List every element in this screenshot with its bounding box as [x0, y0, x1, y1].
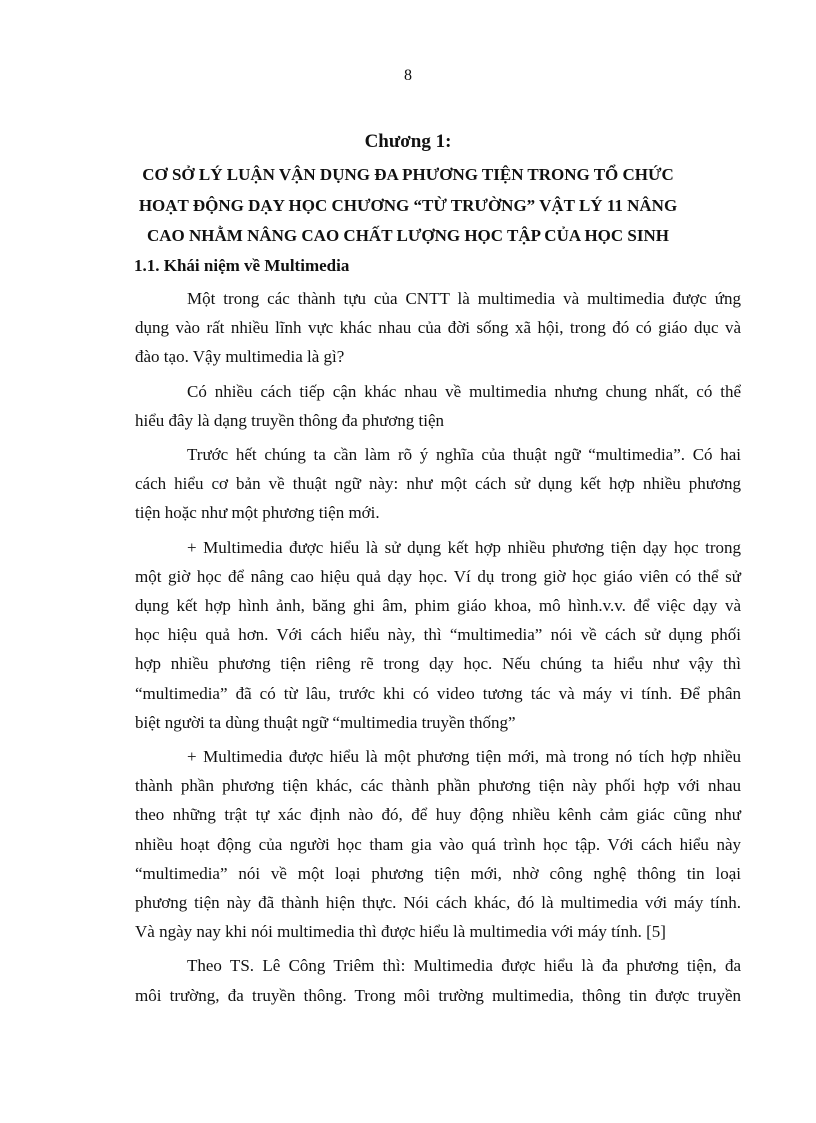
chapter-label: Chương 1:	[364, 131, 452, 152]
text-line: dụng kết hợp hình ảnh, băng ghi âm, phim giáo khoa, mô hình.v.v. để việc dạy và	[135, 596, 741, 616]
text-line: một giờ học để nâng cao hiệu quả dạy học. Ví dụ trong giờ học giáo viên có thể sử	[135, 566, 741, 586]
text-line: cách hiểu cơ bản về thuật ngữ này: như một cách sử dụng kết hợp nhiều phương	[135, 474, 741, 494]
text-line: hiểu đây là dạng truyền thông đa phương tiện	[135, 410, 445, 430]
paragraph	[135, 742, 741, 946]
text-line: + Multimedia được hiểu là một phương tiện mới, mà trong nó tích hợp nhiều	[187, 747, 741, 767]
text-line: Có nhiều cách tiếp cận khác nhau về multimedia nhưng chung nhất, có thể	[187, 381, 741, 401]
chapter-title-line: CAO NHẰM NÂNG CAO CHẤT LƯỢNG HỌC TẬP CỦA HỌC SINH	[147, 226, 669, 245]
page-number: 8	[404, 67, 412, 84]
text-line: Và ngày nay khi nói multimedia thì được hiểu là multimedia với máy tính. [5]	[135, 922, 666, 942]
text-line: “multimedia” đã có từ lâu, trước khi có video tương tác và máy vi tính. Để phân	[135, 683, 741, 703]
text-line: học hiệu quả hơn. Với cách hiểu này, thì “multimedia” nói về cách sử dụng phối	[135, 625, 741, 645]
text-line: thành phần phương tiện khác, các thành phần phương tiện này phối hợp với nhau	[135, 776, 741, 796]
text-line: + Multimedia được hiểu là sử dụng kết hợp nhiều phương tiện dạy học trong	[187, 537, 741, 557]
paragraph	[135, 440, 741, 528]
section-heading: 1.1. Khái niệm về Multimedia	[134, 256, 350, 275]
chapter-title	[0, 160, 816, 252]
text-line: Theo TS. Lê Công Triêm thì: Multimedia được hiểu là đa phương tiện, đa	[187, 956, 741, 976]
paragraph	[135, 377, 741, 435]
text-line: nhiều hoạt động của người học tham gia vào quá trình học tập. Với cách hiểu này	[135, 834, 741, 854]
chapter-title-line: HOẠT ĐỘNG DẠY HỌC CHƯƠNG “TỪ TRƯỜNG” VẬT LÝ 11 NÂNG	[138, 195, 678, 215]
text-line: “multimedia” nói về một loại phương tiện mới, nhờ công nghệ thông tin loại	[135, 863, 741, 883]
text-line: biệt người ta dùng thuật ngữ “multimedia truyền thống”	[135, 712, 516, 732]
text-line: môi trường, đa truyền thông. Trong môi trường multimedia, thông tin được truyền	[135, 985, 741, 1005]
text-line: Một trong các thành tựu của CNTT là multimedia và multimedia được ứng	[187, 289, 741, 308]
paragraph	[135, 533, 741, 737]
text-line: dụng vào rất nhiều lĩnh vực khác nhau của đời sống xã hội, trong đó có giáo dục và	[135, 318, 741, 338]
text-line: Trước hết chúng ta cần làm rõ ý nghĩa của thuật ngữ “multimedia”. Có hai	[187, 445, 741, 465]
paragraph	[135, 284, 741, 372]
chapter-title-line: CƠ SỞ LÝ LUẬN VẬN DỤNG ĐA PHƯƠNG TIỆN TRONG TỔ CHỨC	[142, 165, 674, 184]
body-text	[135, 284, 741, 1015]
text-line: hợp nhiều phương tiện riêng rẽ trong dạy học. Nếu chúng ta hiểu như vậy thì	[135, 654, 741, 674]
text-line: phương tiện này đã thành hiện thực. Nói cách khác, đó là multimedia với máy tính.	[135, 893, 741, 913]
text-line: theo những trật tự xác định nào đó, để huy động nhiều kênh cảm giác cũng như	[135, 805, 741, 825]
text-line: đào tạo. Vậy multimedia là gì?	[135, 347, 345, 367]
paragraph	[135, 951, 741, 1009]
text-line: tiện hoặc như một phương tiện mới.	[135, 503, 380, 523]
